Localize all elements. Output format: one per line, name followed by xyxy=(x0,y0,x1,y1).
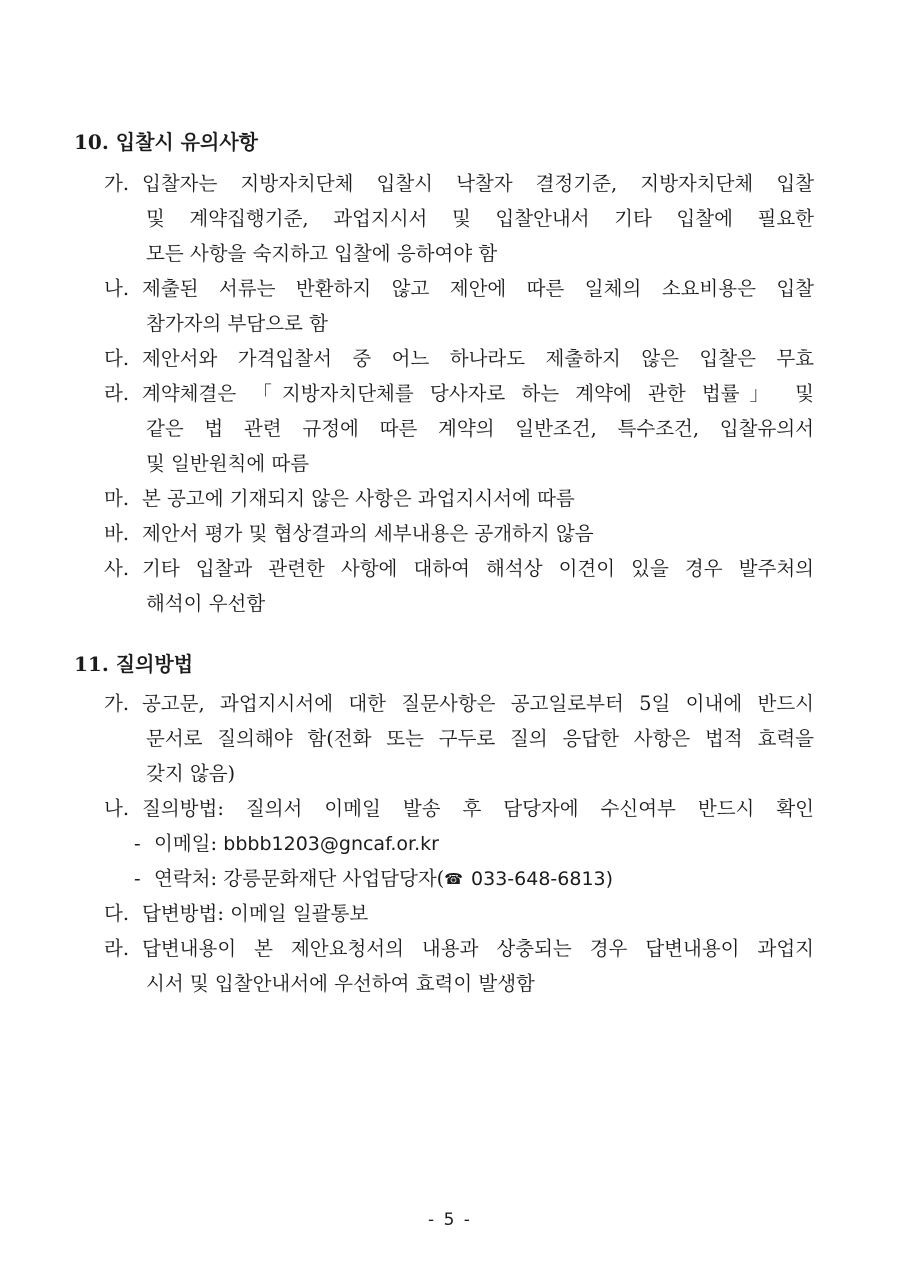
list-item xyxy=(74,481,814,516)
dash-bullet: - xyxy=(134,832,141,855)
item-marker: 다. xyxy=(104,902,130,925)
item-text-line: 답변방법: 이메일 일괄통보 xyxy=(142,902,369,925)
item-marker: 라. xyxy=(104,382,130,405)
item-text-line: 모든 사항을 숙지하고 입찰에 응하여야 함 xyxy=(146,242,498,265)
item-text-line: 입찰자는 지방자치단체 입찰시 낙찰자 결정기준, 지방자치단체 입찰 xyxy=(142,172,814,195)
item-marker: 나. xyxy=(104,797,130,820)
item-marker: 사. xyxy=(104,557,130,580)
list-item xyxy=(74,791,814,826)
item-text-line: 및 계약집행기준, 과업지시서 및 입찰안내서 기타 입찰에 필요한 xyxy=(146,207,814,230)
item-text-line: 본 공고에 기재되지 않은 사항은 과업지시서에 따름 xyxy=(142,487,575,510)
item-text-line: 기타 입찰과 관련한 사항에 대하여 해석상 이견이 있을 경우 발주처의 xyxy=(142,557,814,580)
page-number: - 5 - xyxy=(428,1210,472,1230)
list-item xyxy=(74,341,814,376)
email-label: 이메일: xyxy=(154,832,224,855)
item-text-line: 갖지 않음) xyxy=(146,762,236,785)
item-text-line: 시서 및 입찰안내서에 우선하여 효력이 발생함 xyxy=(146,972,535,995)
item-text-line: 제안서 평가 및 협상결과의 세부내용은 공개하지 않음 xyxy=(142,522,594,545)
item-text-line: 문서로 질의해야 함(전화 또는 구두로 질의 응답한 사항은 법적 효력을 xyxy=(146,727,814,750)
item-text-line: 참가자의 부담으로 함 xyxy=(146,312,328,335)
item-marker: 나. xyxy=(104,277,130,300)
item-text-line: 해석이 우선함 xyxy=(146,592,266,615)
item-text-line: 계약체결은 「지방자치단체를 당사자로 하는 계약에 관한 법률」 및 xyxy=(142,382,814,405)
item-marker: 바. xyxy=(104,522,130,545)
item-marker: 마. xyxy=(104,487,130,510)
item-text-line: 제안서와 가격입찰서 중 어느 하나라도 제출하지 않은 입찰은 무효 xyxy=(142,347,814,370)
list-item xyxy=(74,376,814,481)
list-item xyxy=(74,896,814,931)
dash-bullet: - xyxy=(134,867,141,890)
list-item xyxy=(74,271,814,341)
email-line xyxy=(134,826,814,861)
contact-label: 연락처: 강릉문화재단 사업담당자( xyxy=(154,867,445,890)
contact-line xyxy=(134,861,814,896)
item-marker: 다. xyxy=(104,347,130,370)
list-item xyxy=(74,516,814,551)
item-text-line: 제출된 서류는 반환하지 않고 제안에 따른 일체의 소요비용은 입찰 xyxy=(142,277,814,300)
list-item xyxy=(74,551,814,621)
list-item xyxy=(74,686,814,791)
section-10 xyxy=(74,124,814,621)
item-text-line: 공고문, 과업지시서에 대한 질문사항은 공고일로부터 5일 이내에 반드시 xyxy=(142,692,814,715)
list-item xyxy=(74,166,814,271)
item-marker: 가. xyxy=(104,692,130,715)
email-link[interactable]: bbbb1203@gncaf.or.kr xyxy=(223,833,439,855)
item-marker: 가. xyxy=(104,172,130,195)
item-marker: 라. xyxy=(104,937,130,960)
list-item xyxy=(74,931,814,1001)
section-title: 10. 입찰시 유의사항 xyxy=(74,130,258,154)
item-text-line: 질의방법: 질의서 이메일 발송 후 담당자에 수신여부 반드시 확인 xyxy=(142,797,814,820)
item-text-line: 같은 법 관련 규정에 따른 계약의 일반조건, 특수조건, 입찰유의서 xyxy=(146,417,814,440)
item-text-line: 및 일반원칙에 따름 xyxy=(146,452,310,475)
item-text-line: 답변내용이 본 제안요청서의 내용과 상충되는 경우 답변내용이 과업지 xyxy=(142,937,814,960)
phone-icon: ☎ xyxy=(444,870,463,888)
phone-number: 033-648-6813) xyxy=(464,868,614,890)
section-title: 11. 질의방법 xyxy=(74,652,194,676)
section-11 xyxy=(74,646,814,1001)
